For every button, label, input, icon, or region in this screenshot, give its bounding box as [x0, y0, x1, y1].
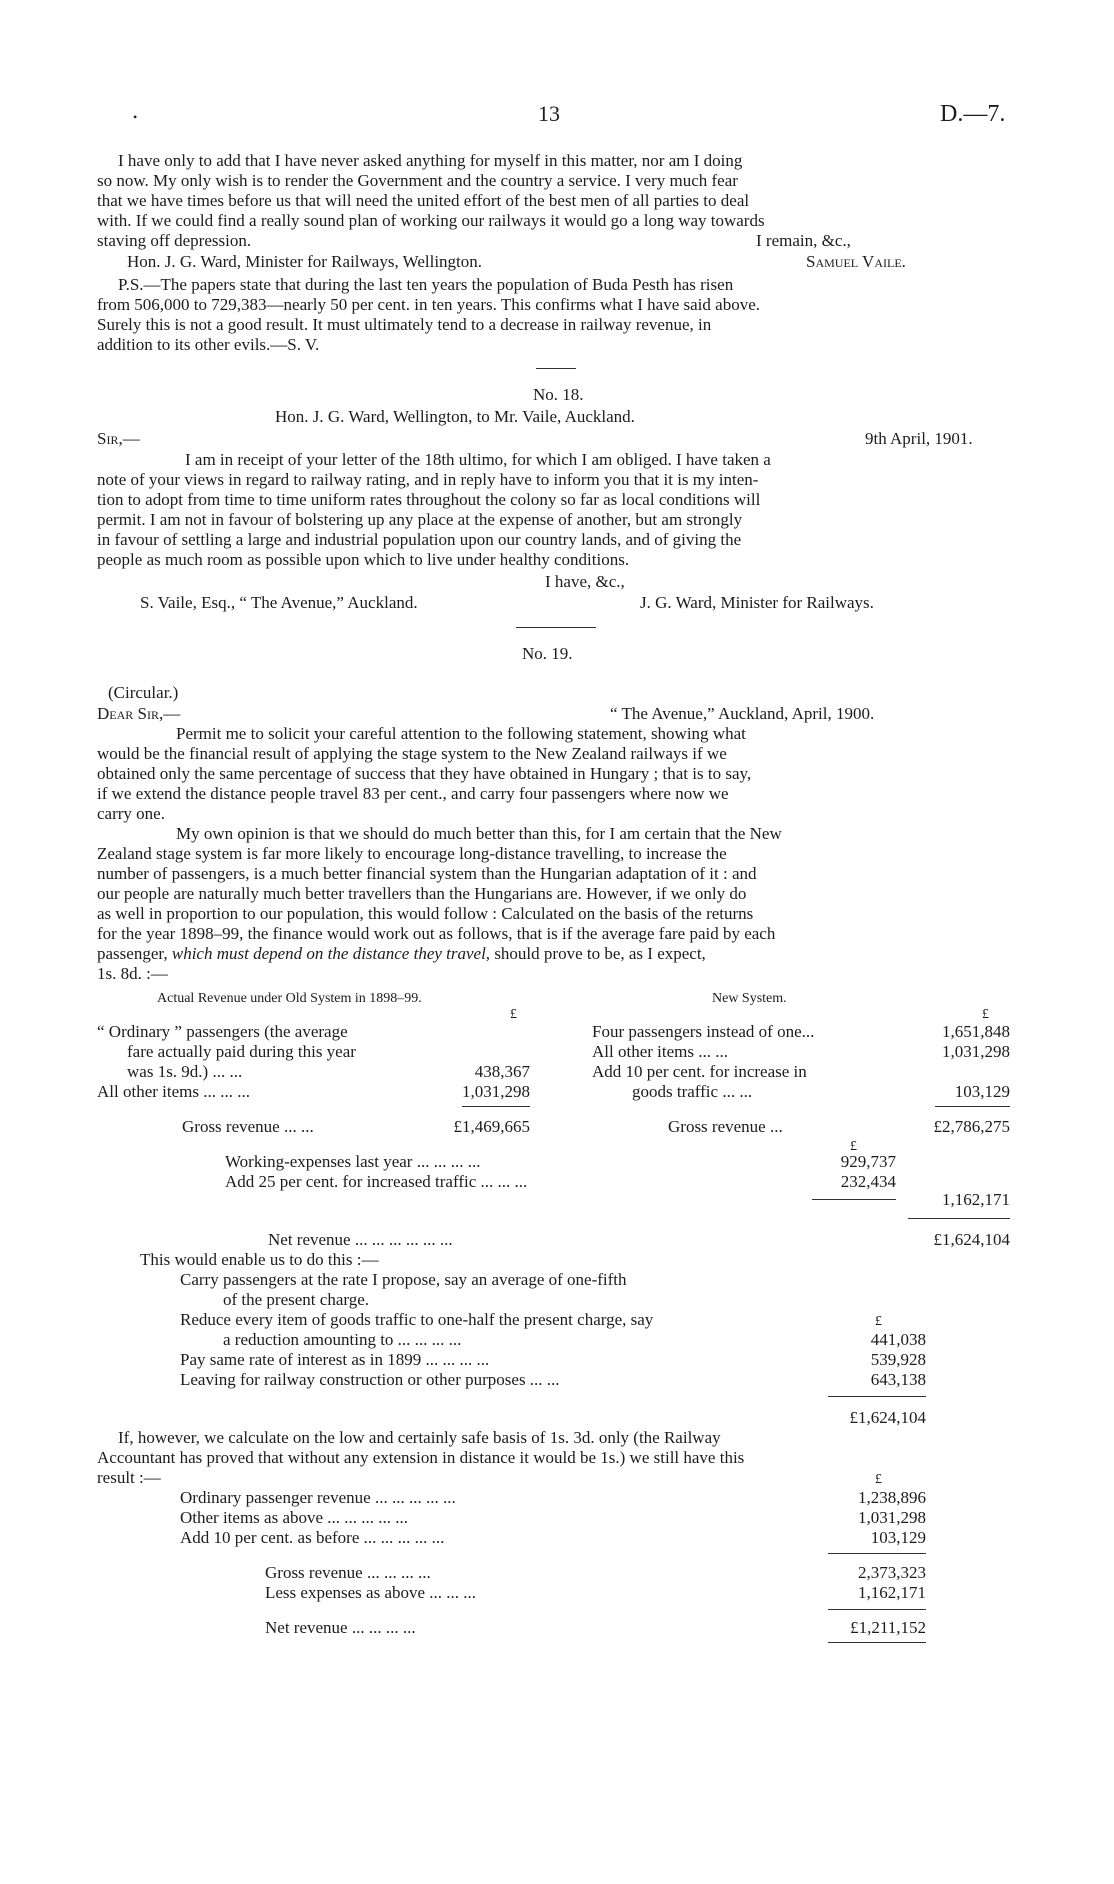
table-row-value: 1,031,298 — [858, 1508, 926, 1527]
line-text: should prove to be, as I expect, — [494, 944, 706, 963]
table-row-value: 1,031,298 — [942, 1042, 1010, 1061]
letter-line: our people are naturally much better travellers than the Hungarians are. However, if we only do — [97, 884, 747, 903]
letter-line: I have only to add that I have never asked anything for myself in this matter, nor am I doing — [118, 151, 743, 170]
section-divider — [536, 368, 576, 369]
gross-revenue-label: Gross revenue ... — [668, 1117, 783, 1136]
letter-signature: J. G. Ward, Minister for Railways. — [640, 593, 874, 612]
enable-line: Carry passengers at the rate I propose, say an average of one-fifth — [180, 1270, 627, 1289]
salutation: Dear Sir,— — [97, 704, 181, 723]
letter-date: 9th April, 1901. — [865, 429, 973, 448]
letter-line: 1s. 8d. :— — [97, 964, 168, 983]
pound-header: £ — [982, 1007, 989, 1022]
table-row-label: Add 10 per cent. for increase in — [592, 1062, 807, 1081]
letter-line: tion to adopt from time to time uniform rates throughout the colony so far as local conditions will — [97, 490, 761, 509]
table-row-value: 1,651,848 — [942, 1022, 1010, 1041]
new-system-heading: New System. — [712, 991, 787, 1006]
letter-line: result :— — [97, 1468, 161, 1487]
enable-line: Reduce every item of goods traffic to one-half the present charge, say — [180, 1310, 654, 1329]
enable-value: 643,138 — [870, 1370, 926, 1389]
letter-line: carry one. — [97, 804, 165, 823]
ps-line: addition to its other evils.—S. V. — [97, 335, 320, 354]
letter-line: Zealand stage system is far more likely to encourage long-distance travelling, to increase the — [97, 844, 727, 863]
line-text: passenger, — [97, 944, 168, 963]
sum-rule — [935, 1106, 1010, 1107]
letter-line: with. If we could find a really sound plan of working our railways it would go a long way towards — [97, 211, 765, 230]
table-row-label: Ordinary passenger revenue ... ... ... ... ... — [180, 1488, 456, 1507]
letter-line: as well in proportion to our population, this would follow : Calculated on the basis of the returns — [97, 904, 754, 923]
letter-line: My own opinion is that we should do much better than this, for I am certain that the New — [176, 824, 782, 843]
table-row-label: was 1s. 9d.) ... ... — [127, 1062, 243, 1081]
document-reference: D.—7. — [940, 101, 1006, 127]
pound-header: £ — [875, 1472, 882, 1487]
letter-line: staving off depression. — [97, 231, 252, 250]
letter-heading: Hon. J. G. Ward, Wellington, to Mr. Vaile, Auckland. — [275, 407, 635, 426]
enable-line: of the present charge. — [223, 1290, 370, 1309]
expenses-total: 1,162,171 — [942, 1190, 1010, 1209]
letter-line: for the year 1898–99, the finance would work out as follows, that is if the average fare paid by each — [97, 924, 776, 943]
increased-traffic-value: 232,434 — [840, 1172, 896, 1191]
enable-line: Pay same rate of interest as in 1899 ... ... ... ... — [180, 1350, 490, 1369]
table-row-value: 438,367 — [474, 1062, 530, 1081]
letter-line: so now. My only wish is to render the Government and the country a service. I very much fear — [97, 171, 738, 190]
italic-phrase: which must depend on the distance they travel, — [171, 944, 491, 963]
letter-line: note of your views in regard to railway rating, and in reply have to inform you that it is my inten- — [97, 470, 759, 489]
table-row-label: All other items ... ... ... — [97, 1082, 250, 1101]
page-number: 13 — [538, 101, 560, 126]
letter-line: number of passengers, is a much better financial system than the Hungarian adaptation of it : and — [97, 864, 757, 883]
gross-revenue-value: 2,373,323 — [858, 1563, 926, 1582]
net-revenue-label: Net revenue ... ... ... ... ... ... — [268, 1230, 453, 1249]
letter-line: I am in receipt of your letter of the 18th ultimo, for which I am obliged. I have taken a — [185, 450, 771, 469]
closing-have: I have, &c., — [545, 572, 625, 591]
enable-value: 539,928 — [870, 1350, 926, 1369]
section-divider — [516, 627, 596, 628]
letter-address: “ The Avenue,” Auckland, April, 1900. — [610, 704, 875, 723]
gross-revenue-label: Gross revenue ... ... ... ... — [265, 1563, 431, 1582]
gross-revenue-value: £1,469,665 — [453, 1117, 530, 1136]
letter-line: in favour of settling a large and industrial population upon our country lands, and of giving the — [97, 530, 742, 549]
enable-line: a reduction amounting to ... ... ... ... — [223, 1330, 462, 1349]
letter-line: that we have times before us that will need the united effort of the best men of all parties to deal — [97, 191, 750, 210]
table-row-label: fare actually paid during this year — [127, 1042, 356, 1061]
page-dot: • — [133, 110, 138, 124]
sum-rule — [828, 1642, 926, 1643]
gross-revenue-value: £2,786,275 — [933, 1117, 1010, 1136]
letter-line: Permit me to solicit your careful attention to the following statement, showing what — [176, 724, 746, 743]
letter-line: obtained only the same percentage of success that they have obtained in Hungary ; that is to say, — [97, 764, 752, 783]
salutation: Sir,— — [97, 429, 140, 448]
enable-intro: This would enable us to do this :— — [140, 1250, 379, 1269]
net-revenue-label: Net revenue ... ... ... ... — [265, 1618, 416, 1637]
document-number: No. 19. — [522, 644, 573, 663]
document-number: No. 18. — [533, 385, 584, 404]
gross-revenue-label: Gross revenue ... ... — [182, 1117, 314, 1136]
table-row-label: “ Ordinary ” passengers (the average — [97, 1022, 348, 1041]
working-expenses-value: 929,737 — [840, 1152, 896, 1171]
less-expenses-label: Less expenses as above ... ... ... — [265, 1583, 477, 1602]
pound-header: £ — [510, 1007, 517, 1022]
sum-rule — [462, 1106, 530, 1107]
table-row-label: Four passengers instead of one... — [592, 1022, 815, 1041]
table-row-label: All other items ... ... — [592, 1042, 728, 1061]
sum-rule — [828, 1396, 926, 1397]
letter-line: permit. I am not in favour of bolstering up any place at the expense of another, but am strongly — [97, 510, 743, 529]
enable-line: Leaving for railway construction or other purposes ... ... — [180, 1370, 560, 1389]
letter-line: if we extend the distance people travel 83 per cent., and carry four passengers where now we — [97, 784, 729, 803]
net-revenue-value: £1,624,104 — [933, 1230, 1010, 1249]
old-system-heading: Actual Revenue under Old System in 1898–99. — [157, 991, 422, 1006]
circular-label: (Circular.) — [108, 683, 179, 702]
letter-addressee: S. Vaile, Esq., “ The Avenue,” Auckland. — [140, 593, 418, 612]
ps-line: from 506,000 to 729,383—nearly 50 per cent. in ten years. This confirms what I have said above. — [97, 295, 760, 314]
letter-addressee: Hon. J. G. Ward, Minister for Railways, Wellington. — [127, 252, 483, 271]
increased-traffic-label: Add 25 per cent. for increased traffic ... ... ... — [225, 1172, 528, 1191]
sum-rule — [908, 1218, 1010, 1219]
sum-rule — [828, 1553, 926, 1554]
table-row-value: 1,031,298 — [462, 1082, 530, 1101]
letter-signature: Samuel Vaile. — [806, 252, 906, 271]
sum-rule — [812, 1199, 896, 1200]
table-row-value: 103,129 — [870, 1528, 926, 1547]
letter-line — [97, 944, 706, 964]
table-row-value: 103,129 — [954, 1082, 1010, 1101]
pound-header: £ — [875, 1314, 882, 1329]
net-revenue-value: £1,211,152 — [850, 1618, 926, 1637]
table-row-label: Other items as above ... ... ... ... ... — [180, 1508, 409, 1527]
table-row-value: 1,238,896 — [858, 1488, 926, 1507]
letter-line: Accountant has proved that without any extension in distance it would be 1s.) we still have this — [97, 1448, 745, 1467]
ps-line: P.S.—The papers state that during the last ten years the population of Buda Pesth has risen — [118, 275, 734, 294]
less-expenses-value: 1,162,171 — [858, 1583, 926, 1602]
letter-line: people as much room as possible upon which to live under healthy conditions. — [97, 550, 630, 569]
working-expenses-label: Working-expenses last year ... ... ... ... — [225, 1152, 481, 1171]
table-row-label: goods traffic ... ... — [632, 1082, 753, 1101]
table-row-label: Add 10 per cent. as before ... ... ... ... ... — [180, 1528, 445, 1547]
enable-value: 441,038 — [870, 1330, 926, 1349]
closing-remain: I remain, &c., — [756, 231, 851, 250]
ps-line: Surely this is not a good result. It must ultimately tend to a decrease in railway revenue, in — [97, 315, 712, 334]
sum-rule — [828, 1609, 926, 1610]
letter-line: would be the financial result of applying the stage system to the New Zealand railways if we — [97, 744, 727, 763]
enable-total: £1,624,104 — [849, 1408, 926, 1427]
letter-line: If, however, we calculate on the low and certainly safe basis of 1s. 3d. only (the Railway — [118, 1428, 721, 1447]
pound-header: £ — [850, 1139, 857, 1154]
